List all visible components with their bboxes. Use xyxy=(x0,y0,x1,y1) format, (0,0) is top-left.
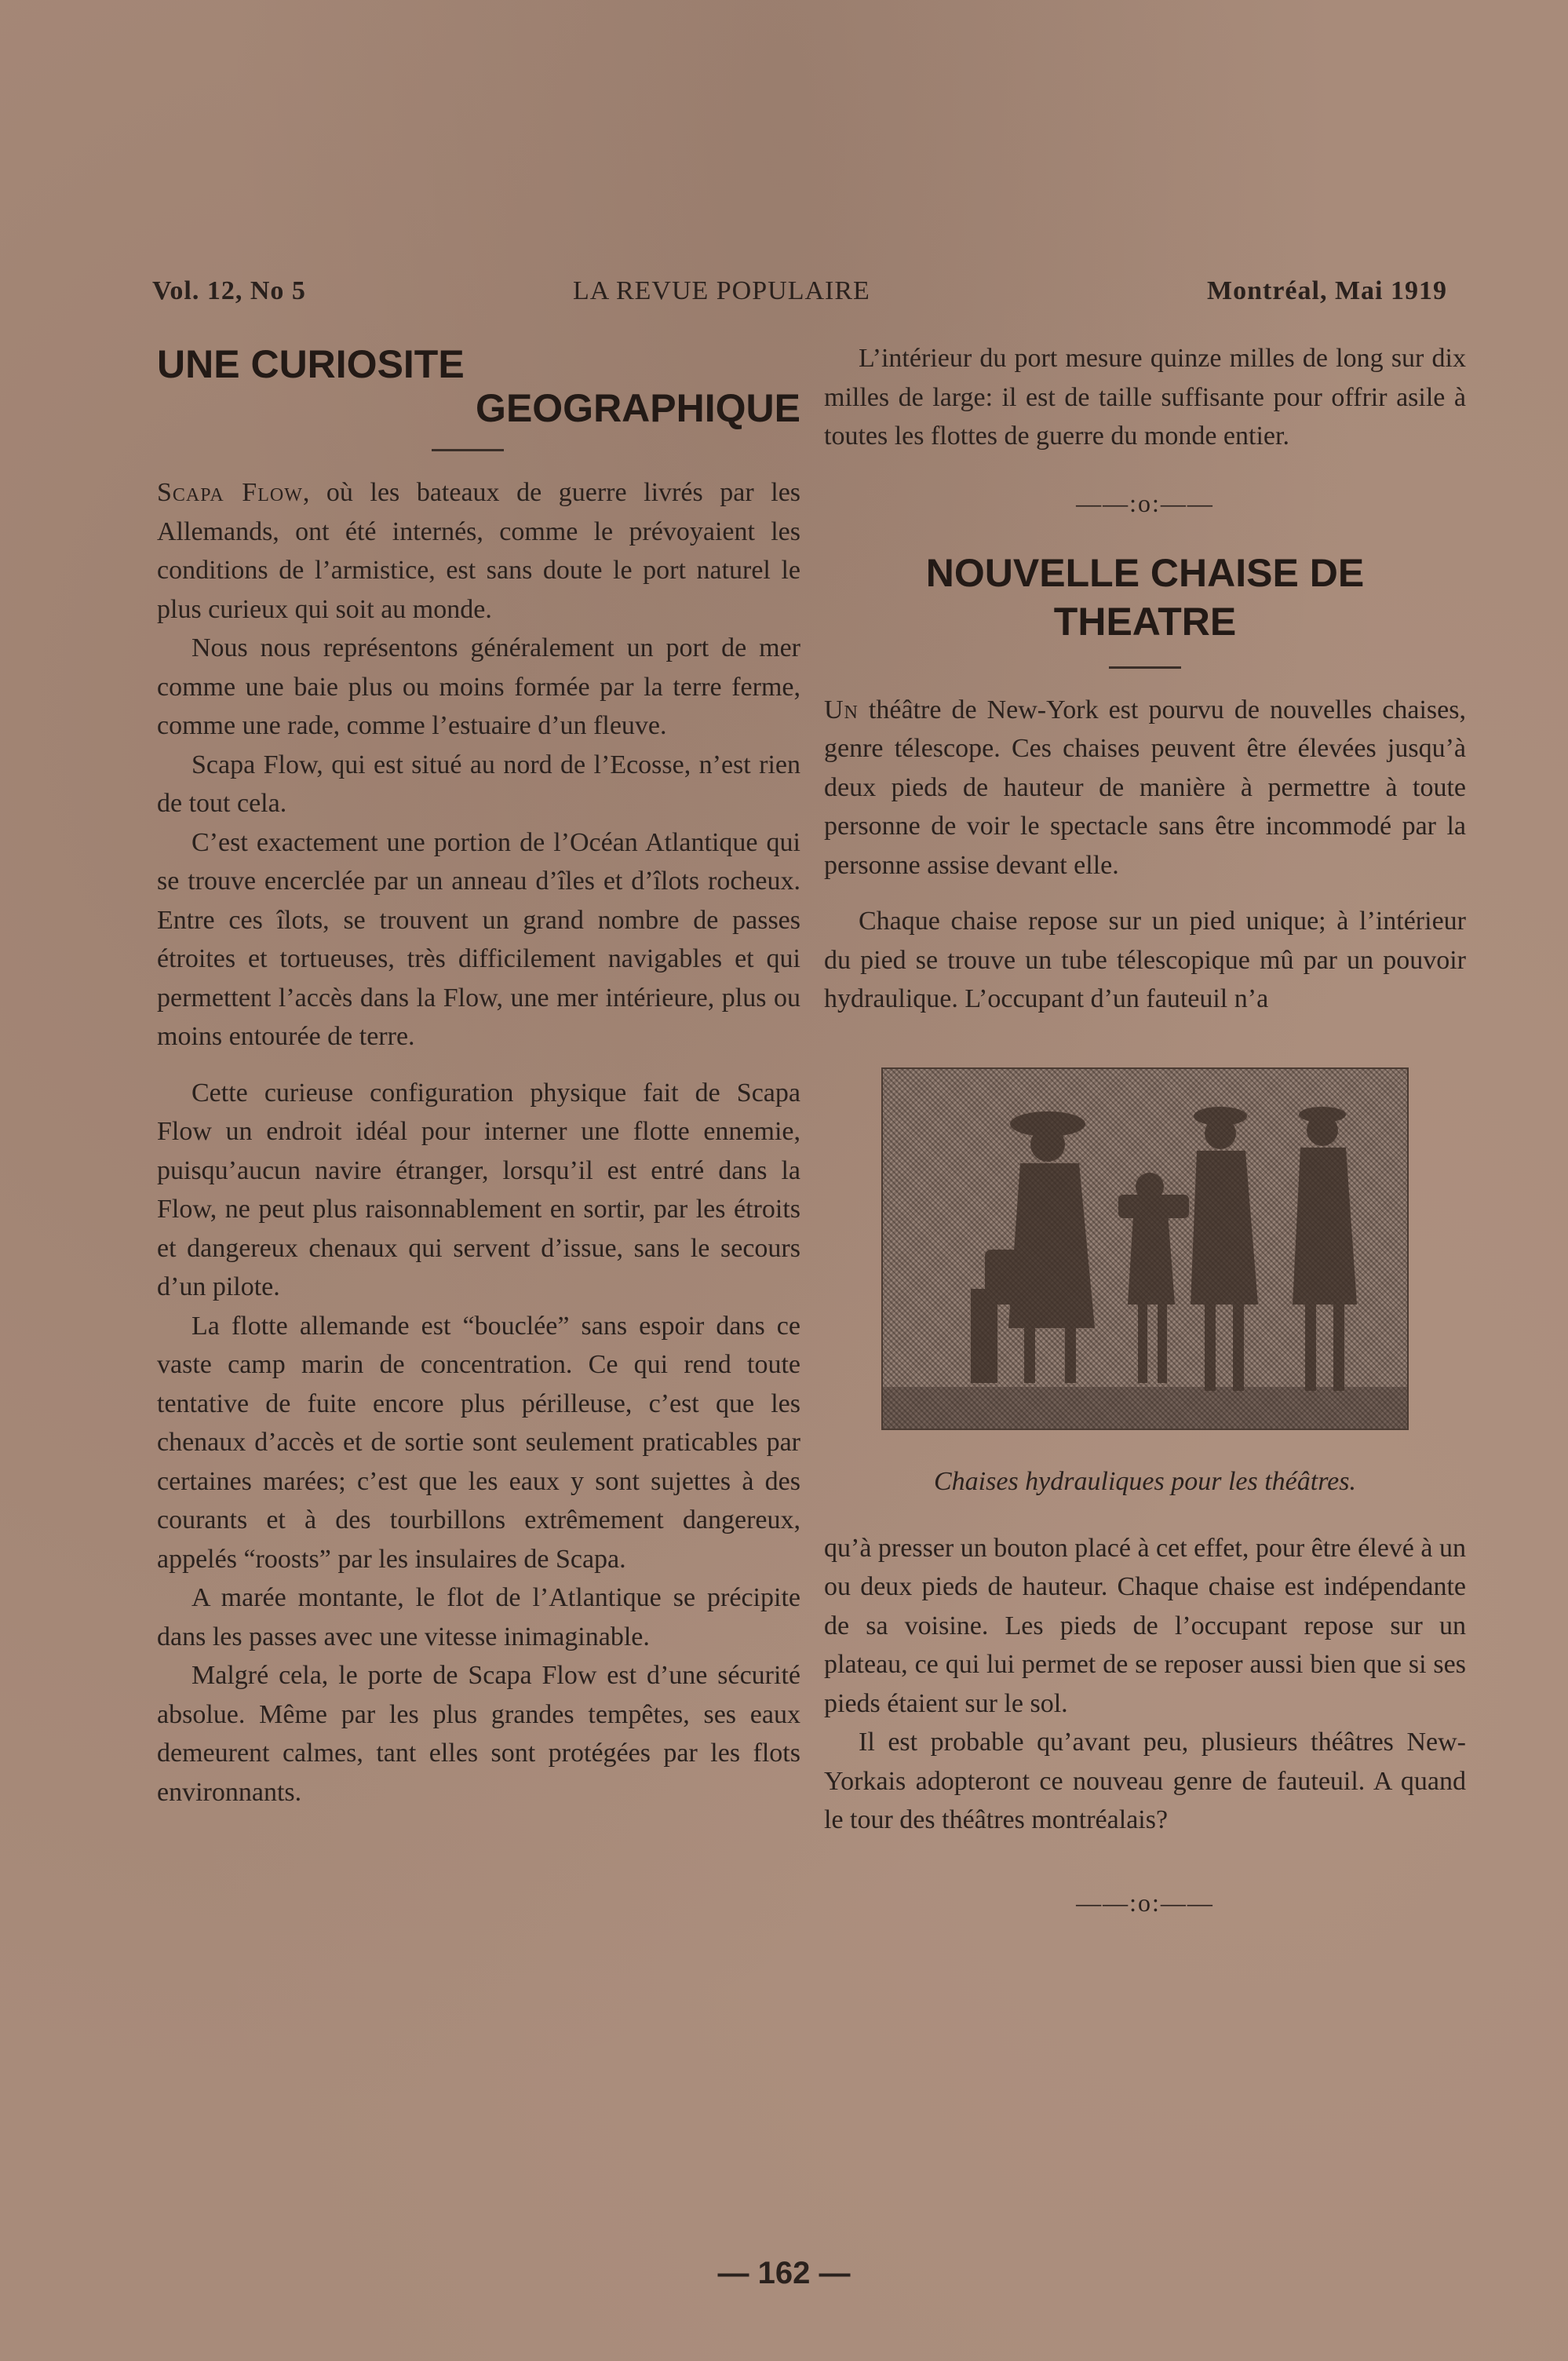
article1-paragraph: A marée montante, le flot de l’Atlantique se précipite dans les passes avec une vitesse inimaginable. xyxy=(157,1583,800,1651)
lead-text: théâtre de New-York est pourvu de nouvelles chaises, genre télescope. Ces chaises peuvent être élevées jusqu’à deux pieds de hauteur de manière à permettre à toute personne de voir le spectacle sans être incommodé par la personne assise devant elle. xyxy=(824,695,1466,880)
end-separator: ——:o:—— xyxy=(1076,1888,1214,1917)
halftone-figure-drawing xyxy=(883,1069,1407,1429)
article1-paragraph-continued: L’intérieur du port mesure quinze milles de long sur dix milles de large: il est de taille suffisante pour offrir asile à toutes les flottes de guerre du monde entier. xyxy=(824,344,1466,451)
article2-paragraph-continued: qu’à presser un bouton placé à cet effet, pour être élevé à un ou deux pieds de hauteur. Chaque chaise est indépendante de sa voisine. Les pieds de l’occupant repose sur un plateau, ce qui lui permet de se reposer aussi bien que si ses pieds étaient sur le sol. xyxy=(824,1533,1466,1718)
article1-title-line2: GEOGRAPHIQUE xyxy=(476,386,800,430)
running-head xyxy=(149,276,1452,323)
article1-paragraph: La flotte allemande est “bouclée” sans espoir dans ce vaste camp marin de concentration. Ce qui rend toute tentative de fuite encore plus périlleuse, c’est que les chenaux d’accès et de sortie sont seulement praticables par certaines marées; c’est que les eaux y sont sujettes à des courants et à des tourbillons extrêmement dangereux, appelés “roosts” par les insulaires de Scapa. xyxy=(157,1311,800,1574)
publication-title: LA REVUE POPULAIRE xyxy=(573,276,870,305)
article2-paragraph: Chaque chaise repose sur un pied unique; à l’intérieur du pied se trouve un tube télescopique mû par un pouvoir hydraulique. L’occupant d’un fauteuil n’a xyxy=(824,907,1466,1013)
article2-paragraph xyxy=(824,691,1466,885)
issue-date: Montréal, Mai 1919 xyxy=(1207,276,1447,305)
article1-paragraph: Nous nous représentons généralement un port de mer comme une baie plus ou moins formée par la terre ferme, comme une rade, comme l’estuaire d’un fleuve. xyxy=(157,633,800,740)
title-rule xyxy=(1109,666,1181,669)
theatre-chairs-illustration xyxy=(881,1067,1409,1430)
left-column xyxy=(157,342,800,1812)
article1-paragraph: Malgré cela, le porte de Scapa Flow est d’une sécurité absolue. Même par les plus grandes tempêtes, ses eaux demeurent calmes, tant elles sont protégées par les flots environnants. xyxy=(157,1661,800,1807)
article2-title xyxy=(824,549,1466,646)
lead-text: , où les bateaux de guerre livrés par les Allemands, ont été internés, comme le prévoyaient les conditions de l’armistice, est sans doute le port naturel le plus curieux qui soit au monde. xyxy=(157,478,801,624)
figure-caption: Chaises hydrauliques pour les théâtres. xyxy=(934,1466,1356,1496)
lead-smallcaps: Un xyxy=(824,695,859,724)
volume-number: Vol. 12, No 5 xyxy=(152,276,306,305)
article1-paragraph: Cette curieuse configuration physique fait de Scapa Flow un endroit idéal pour interner une flotte ennemie, puisqu’aucun navire étranger, lorsqu’il est entré dans la Flow, ne peut plus raisonnablement en sortir, par les étroits et dangereux chenaux qui servent d’issue, sans le secours d’un pilote. xyxy=(157,1078,800,1301)
article1-paragraph xyxy=(157,473,800,629)
lead-smallcaps: Scapa Flow xyxy=(157,478,303,507)
right-column xyxy=(824,339,1466,1918)
article1-paragraph: C’est exactement une portion de l’Océan Atlantique qui se trouve encerclée par un anneau d’îles et d’îlots rocheux. Entre ces îlots, se trouvent un grand nombre de passes étroites et tortueuses, très difficilement navigables et qui permettent l’accès dans la Flow, une mer intérieure, plus ou moins entourée de terre. xyxy=(157,827,800,1051)
page-number: — 162 — xyxy=(717,2256,851,2290)
article1-paragraph: Scapa Flow, qui est situé au nord de l’Ecosse, n’est rien de tout cela. xyxy=(157,750,800,818)
section-separator: ——:o:—— xyxy=(1076,488,1214,517)
article2-paragraph: Il est probable qu’avant peu, plusieurs théâtres New-Yorkais adopteront ce nouveau genre de fauteuil. A quand le tour des théâtres montréalais? xyxy=(824,1728,1466,1834)
title-rule xyxy=(432,449,504,451)
article2-title-line2: THEATRE xyxy=(1053,599,1237,644)
article2-title-line1: NOUVELLE CHAISE DE xyxy=(925,550,1365,595)
article1-title-line1: UNE CURIOSITE xyxy=(157,342,465,386)
